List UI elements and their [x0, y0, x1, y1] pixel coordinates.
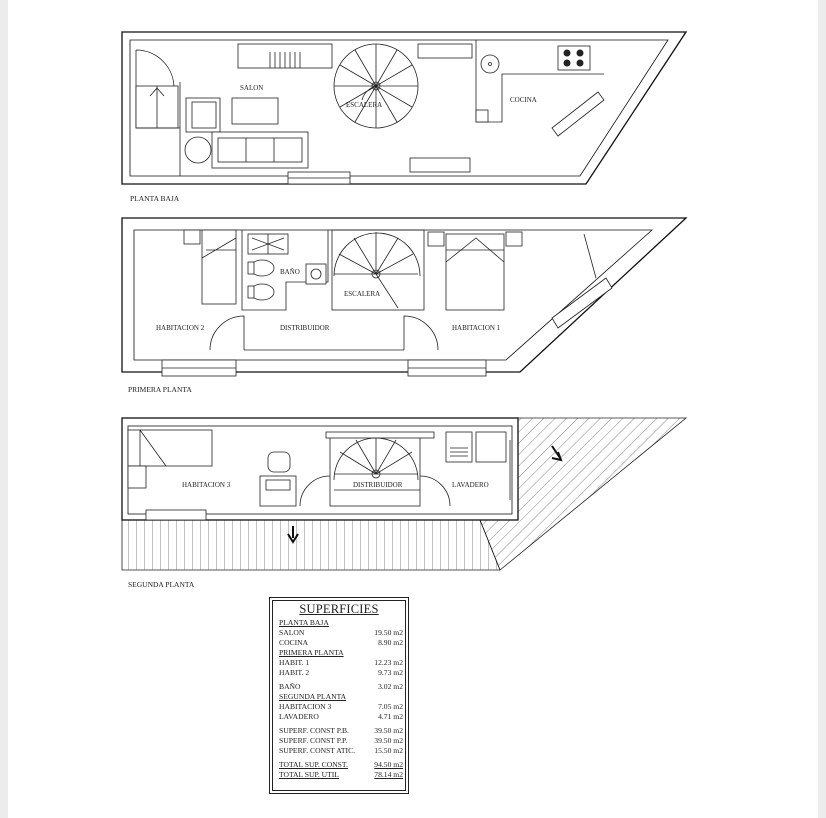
table-row: SUPERF. CONST ATIC. 15.50 m2 [279, 746, 403, 755]
room-label-habitacion-3: HABITACION 3 [182, 481, 231, 489]
room-label-escalera-pb: ESCALERA [346, 101, 383, 109]
room-label-distribuidor-sp: DISTRIBUIDOR [353, 481, 403, 489]
table-row: LAVADERO 4.71 m2 [279, 712, 403, 721]
table-row: COCINA 8.90 m2 [279, 638, 403, 647]
room-label-cocina: COCINA [510, 96, 537, 104]
room-label-distribuidor-pp: DISTRIBUIDOR [280, 324, 330, 332]
section-heading: PLANTA BAJA [279, 618, 329, 627]
room-label-bano: BAÑO [280, 268, 300, 276]
table-row: SUPERF. CONST P.B. 39.50 m2 [279, 726, 403, 735]
room-label-salon: SALON [240, 84, 264, 92]
planta-baja-plan [122, 32, 686, 184]
table-row: BAÑO 3.02 m2 [279, 682, 403, 691]
room-label-habitacion-1: HABITACION 1 [452, 324, 501, 332]
table-row: SALON 19.50 m2 [279, 628, 403, 637]
room-label-habitacion-2: HABITACION 2 [156, 324, 205, 332]
total-row: TOTAL SUP. CONST. 94.50 m2 [279, 760, 403, 769]
table-row: HABIT. 1 12.23 m2 [279, 658, 403, 667]
table-row: HABIT. 2 9.73 m2 [279, 668, 403, 677]
segunda-planta-plan [122, 418, 686, 570]
superficies-table [269, 597, 409, 794]
room-label-lavadero: LAVADERO [452, 481, 489, 489]
primera-planta-plan [122, 218, 686, 376]
caption-primera-planta: PRIMERA PLANTA [128, 385, 192, 394]
superficies-title: SUPERFICIES [299, 602, 379, 616]
room-label-escalera-pp: ESCALERA [344, 290, 381, 298]
section-heading: PRIMERA PLANTA [279, 648, 344, 657]
total-row: TOTAL SUP. UTIL 78.14 m2 [279, 770, 403, 779]
section-heading: SEGUNDA PLANTA [279, 692, 347, 701]
caption-planta-baja: PLANTA BAJA [130, 194, 180, 203]
table-row: HABITACION 3 7.05 m2 [279, 702, 403, 711]
caption-segunda-planta: SEGUNDA PLANTA [128, 580, 195, 589]
table-row: SUPERF. CONST P.P. 39.50 m2 [279, 736, 403, 745]
